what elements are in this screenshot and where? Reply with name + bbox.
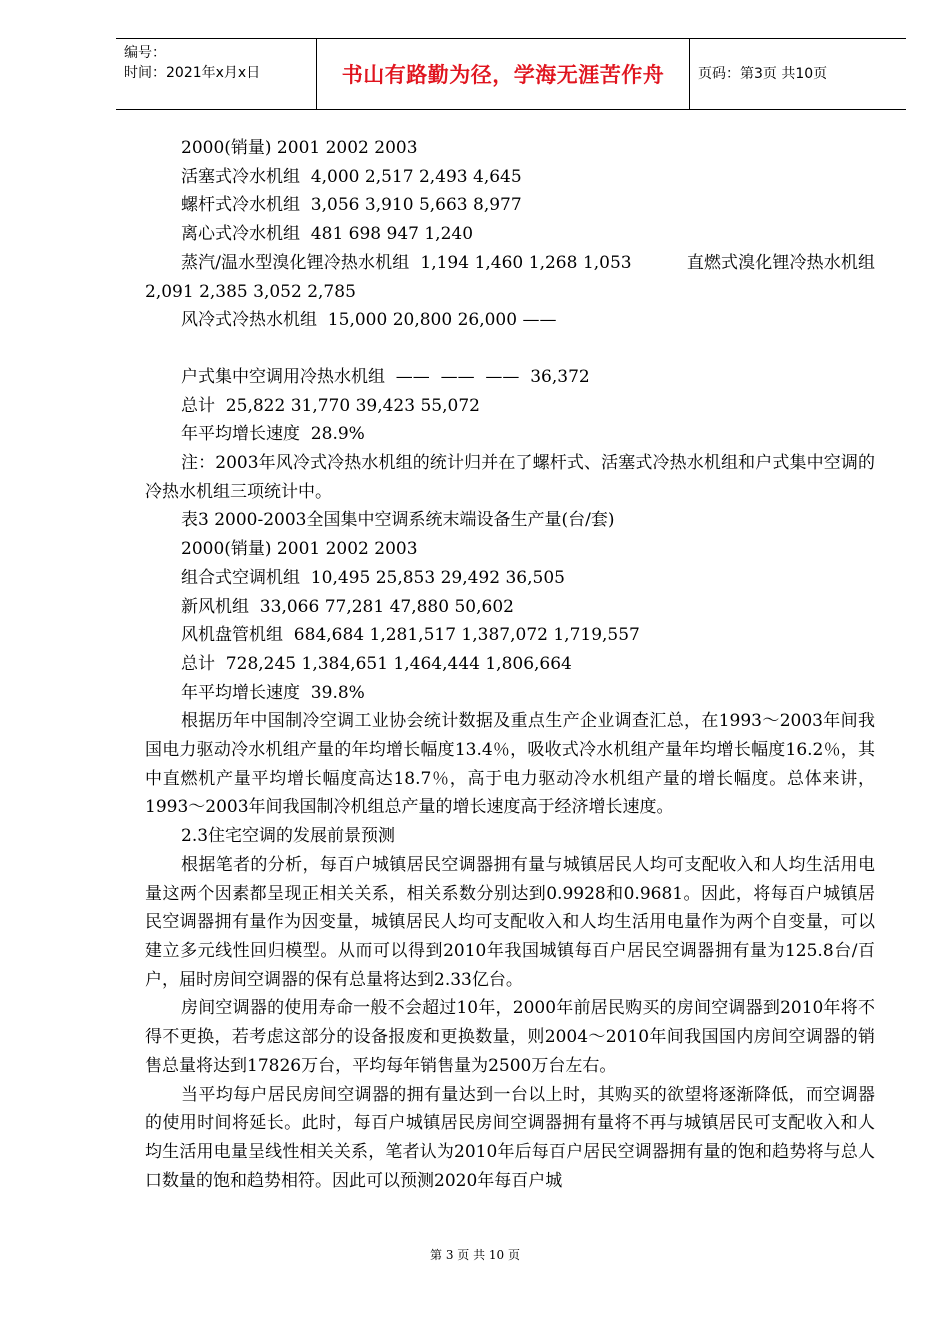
table2-note: 注：2003年风冷式冷热水机组的统计归并在了螺杆式、活塞式冷热水机组和户式集中空调的冷热水机组三项统计中。: [145, 453, 875, 502]
header-page-info: 页码：第3页 共10页: [698, 66, 828, 82]
document-body: [145, 134, 886, 1195]
blank-line: [145, 335, 875, 363]
time-label: 时间：2021年x月x日: [124, 65, 261, 81]
table2-row: 户式集中空调用冷热水机组 —— —— —— 36,372: [181, 366, 590, 387]
table2-growth-row: 年平均增长速度 28.9%: [181, 424, 365, 445]
table2-row: 活塞式冷水机组 4,000 2,517 2,493 4,645: [181, 166, 522, 187]
paragraph: 根据历年中国制冷空调工业协会统计数据及重点生产企业调查汇总，在1993～2003年间我国电力驱动冷水机组产量的年均增长幅度13.4％，吸收式冷水机组产量年均增长幅度16.2％，其中直燃机产量平均增长幅度高达18.7％，高于电力驱动冷水机组产量的增长幅度。总体来讲，1993～2003年间我国制冷机组总产量的增长速度高于经济增长速度。: [145, 711, 875, 818]
table2-row: 风冷式冷热水机组 15,000 20,800 26,000 ——: [181, 310, 557, 331]
table3-row: 组合式空调机组 10,495 25,853 29,492 36,505: [181, 567, 565, 588]
header-divider: [689, 39, 690, 109]
table3-row: 风机盘管机组 684,684 1,281,517 1,387,072 1,719,557: [181, 625, 640, 646]
page-footer: 第 3 页 共 10 页: [430, 1248, 520, 1262]
table2-row: 螺杆式冷水机组 3,056 3,910 5,663 8,977: [181, 195, 522, 216]
page-header: [116, 38, 906, 110]
paragraph: 房间空调器的使用寿命一般不会超过10年，2000年前居民购买的房间空调器到2010年将不得不更换，若考虑这部分的设备报废和更换数量，则2004～2010年间我国国内房间空调器的销售总量将达到17826万台，平均每年销售量为2500万台左右。: [145, 998, 875, 1076]
table3-header-row: 2000(销量) 2001 2002 2003: [181, 539, 418, 560]
table3-growth-row: 年平均增长速度 39.8%: [181, 682, 365, 703]
table3-total-row: 总计 728,245 1,384,651 1,464,444 1,806,664: [181, 653, 572, 674]
header-motto: 书山有路勤为径，学海无涯苦作舟: [341, 63, 665, 87]
table2-row: 离心式冷水机组 481 698 947 1,240: [181, 224, 474, 245]
table2-row: 蒸汽/温水型溴化锂冷热水机组 1,194 1,460 1,268 1,053 直燃式溴化锂冷热水机组 2,091 2,385 3,052 2,785: [145, 252, 886, 302]
number-label: 编号：: [124, 45, 166, 61]
section-heading: 2.3住宅空调的发展前景预测: [181, 826, 396, 847]
paragraph: 当平均每户居民房间空调器的拥有量达到一台以上时，其购买的欲望将逐渐降低，而空调器的使用时间将延长。此时，每百户城镇居民房间空调器拥有量将不再与城镇居民可支配收入和人均生活用电量呈线性相关关系，笔者认为2010年后每百户居民空调器拥有量的饱和趋势将与总人口数量的饱和趋势相符。因此可以预测2020年每百户城: [145, 1084, 875, 1191]
paragraph: 根据笔者的分析，每百户城镇居民空调器拥有量与城镇居民人均可支配收入和人均生活用电量这两个因素都呈现正相关关系，相关系数分别达到0.9928和0.9681。因此，将每百户城镇居民空调器拥有量作为因变量，城镇居民人均可支配收入和人均生活用电量作为两个自变量，可以建立多元线性回归模型。从而可以得到2010年我国城镇每百户居民空调器拥有量为125.8台/百户，届时房间空调器的保有总量将达到2.33亿台。: [145, 854, 875, 990]
table3-title: 表3 2000-2003全国集中空调系统末端设备生产量(台/套): [181, 510, 615, 531]
header-meta: [124, 43, 260, 83]
table2-total-row: 总计 25,822 31,770 39,423 55,072: [181, 395, 480, 416]
table2-header-row: 2000(销量) 2001 2002 2003: [181, 138, 418, 158]
table3-row: 新风机组 33,066 77,281 47,880 50,602: [181, 596, 514, 617]
